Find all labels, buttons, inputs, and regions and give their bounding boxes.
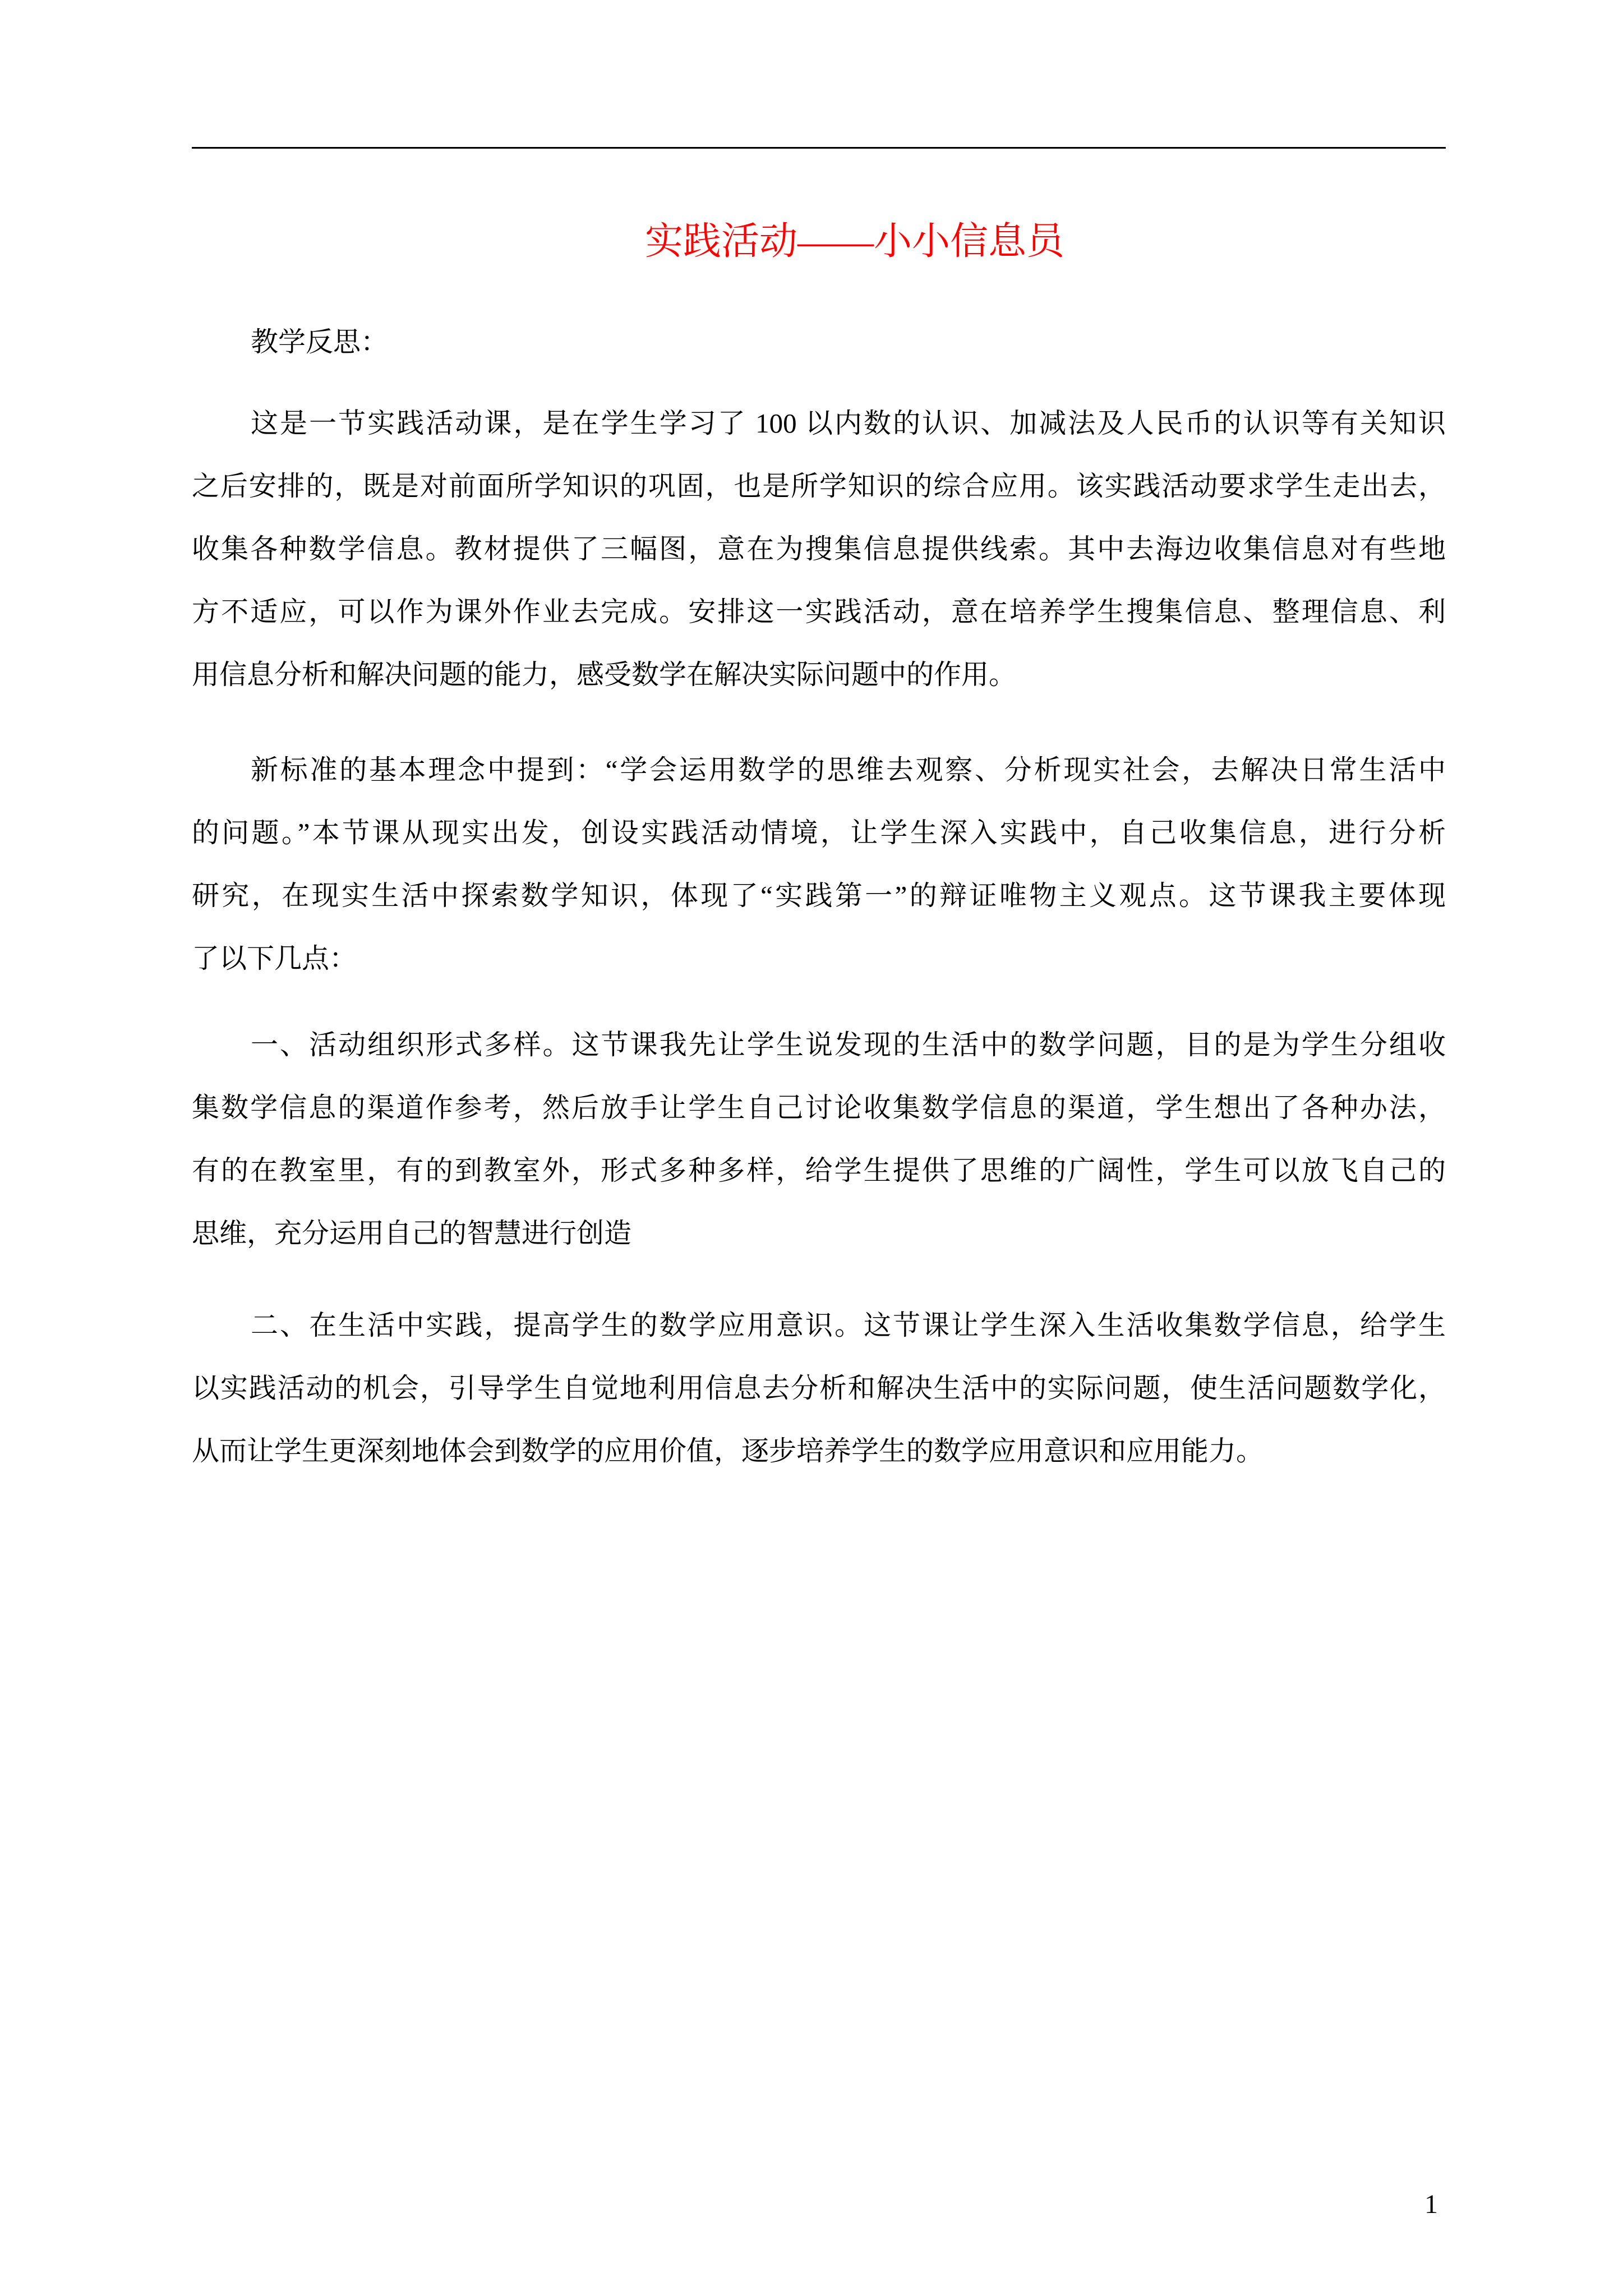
paragraph-line: 新标准的基本理念中提到：“学会运用数学的思维去观察、分析现实社会，去解决日常生活中 <box>251 754 1446 785</box>
section-label: 教学反思： <box>251 326 389 357</box>
paragraph-line: 了以下几点： <box>192 943 357 974</box>
page-number: 1 <box>1424 2189 1438 2219</box>
paragraph-2 <box>192 739 1446 990</box>
paragraph-line: 一、活动组织形式多样。这节课我先让学生说发现的生活中的数学问题，目的是为学生分组收 <box>251 1029 1446 1060</box>
paragraph-line: 研究，在现实生活中探索数学知识，体现了“实践第一”的辩证唯物主义观点。这节课我主要体现 <box>192 880 1446 911</box>
document-title: 实践活动——小小信息员 <box>645 220 1065 263</box>
paragraph-line: 这是一节实践活动课，是在学生学习了 100 以内数的认识、加减法及人民币的认识等有关知识 <box>251 408 1446 439</box>
paragraph-line: 之后安排的，既是对前面所学知识的巩固，也是所学知识的综合应用。该实践活动要求学生走出去， <box>192 471 1446 501</box>
paragraph-line: 收集各种数学信息。教材提供了三幅图，意在为搜集信息提供线索。其中去海边收集信息对有些地 <box>192 533 1446 564</box>
paragraph-line: 二、在生活中实践，提高学生的数学应用意识。这节课让学生深入生活收集数学信息，给学生 <box>251 1310 1446 1341</box>
paragraph-4 <box>192 1294 1446 1483</box>
paragraph-line: 有的在教室里，有的到教室外，形式多种多样，给学生提供了思维的广阔性，学生可以放飞自己的 <box>192 1155 1446 1186</box>
paragraph-1 <box>192 392 1446 706</box>
paragraph-line: 方不适应，可以作为课外作业去完成。安排这一实践活动，意在培养学生搜集信息、整理信息、利 <box>192 596 1446 627</box>
paragraph-3 <box>192 1014 1446 1265</box>
header-rule <box>192 147 1446 149</box>
paragraph-line: 用信息分析和解决问题的能力，感受数学在解决实际问题中的作用。 <box>192 659 1017 690</box>
paragraph-line: 集数学信息的渠道作参考，然后放手让学生自己讨论收集数学信息的渠道，学生想出了各种办法， <box>192 1092 1446 1123</box>
paragraph-line: 以实践活动的机会，引导学生自觉地利用信息去分析和解决生活中的实际问题，使生活问题数学化， <box>192 1373 1446 1404</box>
paragraph-line: 的问题。”本节课从现实出发，创设实践活动情境，让学生深入实践中，自己收集信息，进行分析 <box>192 817 1446 848</box>
paragraph-line: 思维，充分运用自己的智慧进行创造 <box>192 1218 632 1249</box>
paragraph-line: 从而让学生更深刻地体会到数学的应用价值，逐步培养学生的数学应用意识和应用能力。 <box>192 1435 1264 1466</box>
